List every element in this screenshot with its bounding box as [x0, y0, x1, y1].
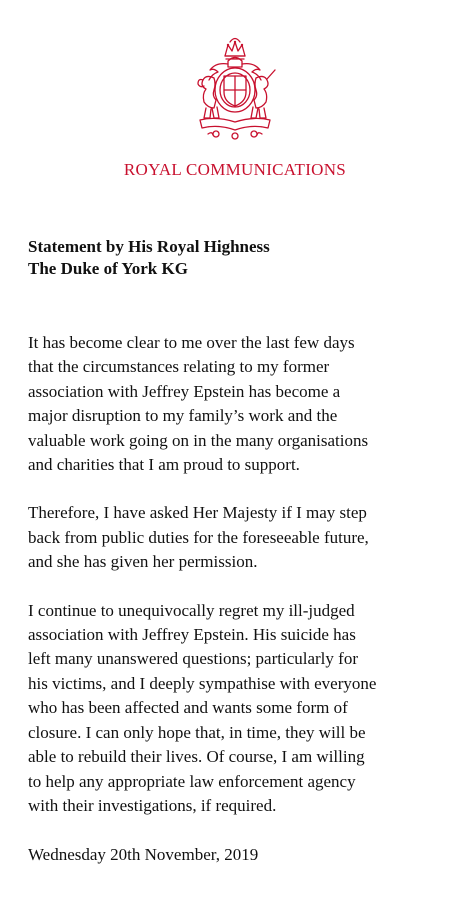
paragraph-2 [28, 501, 448, 574]
text-line: association with Jeffrey Epstein has become a [28, 381, 341, 401]
statement-title-line: Statement by His Royal Highness [28, 237, 270, 256]
text-line: with their investigations, if required. [28, 795, 277, 815]
text-line: who has been affected and wants some form of [28, 698, 348, 718]
text-line: that the circumstances relating to my former [28, 357, 330, 377]
text-line: I continue to unequivocally regret my ill-judged [28, 600, 355, 620]
text-line: and she has given her permission. [28, 552, 258, 572]
text-line: major disruption to my family’s work and the [28, 406, 338, 426]
statement-date: Wednesday 20th November, 2019 [28, 845, 259, 864]
text-line: closure. I can only hope that, in time, they will be [28, 722, 366, 742]
organisation-heading: ROYAL COMMUNICATIONS [123, 160, 347, 179]
text-line: back from public duties for the foreseeable future, [28, 527, 369, 547]
text-line: valuable work going on in the many organisations [28, 430, 369, 450]
text-line: left many unanswered questions; particularly for [28, 649, 358, 669]
text-line: his victims, and I deeply sympathise with everyone [28, 673, 377, 693]
paragraph-1 [28, 331, 448, 477]
text-line: association with Jeffrey Epstein. His suicide has [28, 625, 356, 645]
text-line: and charities that I am proud to support. [28, 455, 300, 475]
text-line: Therefore, I have asked Her Majesty if I may step [28, 503, 367, 523]
statement-body [28, 331, 448, 842]
text-line: able to rebuild their lives. Of course, I am willing [28, 747, 365, 767]
text-line: to help any appropriate law enforcement agency [28, 771, 356, 791]
statement-title-line: The Duke of York KG [28, 259, 188, 278]
statement-title [28, 236, 270, 280]
paragraph-3 [28, 599, 448, 819]
royal-coat-of-arms-icon [176, 34, 294, 142]
text-line: It has become clear to me over the last few days [28, 333, 355, 352]
